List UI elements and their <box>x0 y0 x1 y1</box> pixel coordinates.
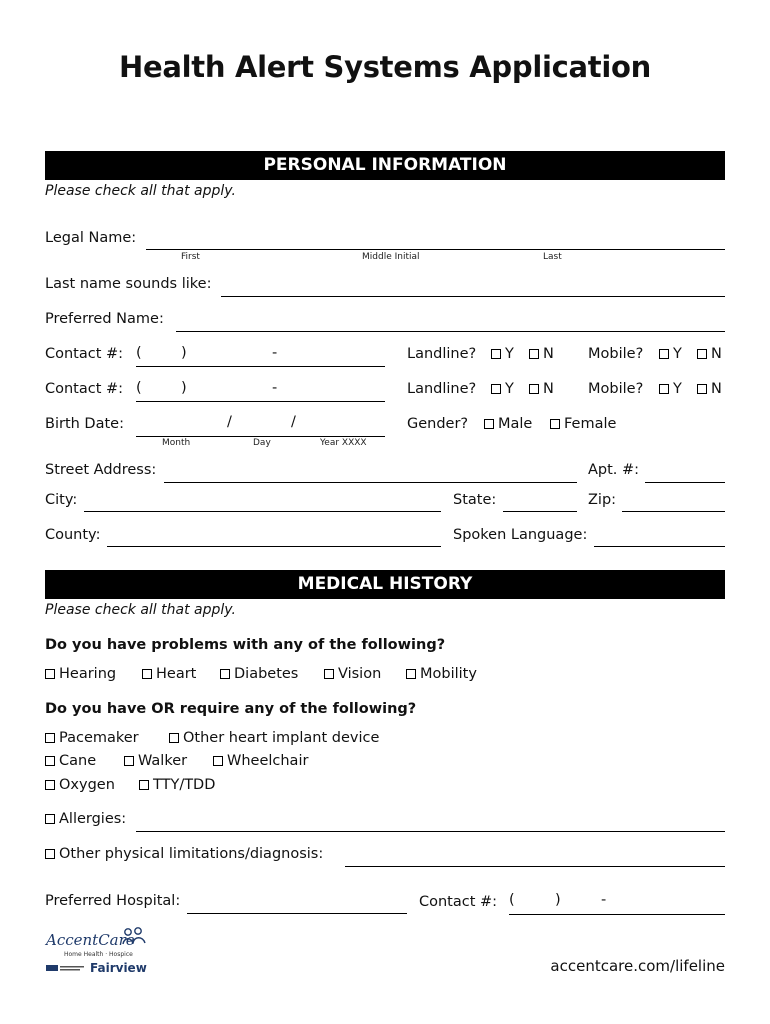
contact-2-close-paren: ) <box>181 380 187 396</box>
contact-1-label: Contact #: <box>45 346 124 362</box>
contact-1-mobile-yes-checkbox[interactable] <box>659 346 682 362</box>
contact-1-open-paren: ( <box>136 345 142 361</box>
problem-heart-checkbox[interactable] <box>142 666 196 682</box>
checkbox-label: Heart <box>156 666 197 682</box>
other-limitations-field[interactable] <box>345 866 725 867</box>
accentcare-tagline: Home Health · Hospice <box>64 951 133 958</box>
gender-label: Gender? <box>407 416 469 432</box>
sounds-like-field[interactable] <box>221 296 725 297</box>
checkbox-icon <box>324 669 334 679</box>
checkbox-label: Y <box>673 381 682 397</box>
day-caption: Day <box>253 438 271 448</box>
contact-2-landline-no-checkbox[interactable] <box>529 381 554 397</box>
checkbox-icon <box>45 780 55 790</box>
checkbox-label: Mobility <box>420 666 477 682</box>
contact-2-mobile-no-checkbox[interactable] <box>697 381 722 397</box>
section-header-personal: PERSONAL INFORMATION <box>45 151 725 180</box>
allergies-field[interactable] <box>136 831 725 832</box>
checkbox-icon <box>45 733 55 743</box>
checkbox-label: Cane <box>59 753 97 769</box>
hospital-contact-field[interactable] <box>509 914 725 915</box>
state-label: State: <box>453 492 497 508</box>
checkbox-label: N <box>543 346 554 362</box>
checkbox-icon <box>45 669 55 679</box>
checkbox-label: Pacemaker <box>59 730 139 746</box>
street-address-field[interactable] <box>164 482 577 483</box>
device-pacemaker-checkbox[interactable] <box>45 730 139 746</box>
checkbox-icon <box>406 669 416 679</box>
checkbox-label: Hearing <box>59 666 117 682</box>
contact-2-landline-yes-checkbox[interactable] <box>491 381 514 397</box>
birth-date-slash-2: / <box>291 414 296 430</box>
checkbox-icon <box>491 384 501 394</box>
zip-label: Zip: <box>588 492 617 508</box>
contact-2-field[interactable] <box>136 401 385 402</box>
checkbox-icon <box>139 780 149 790</box>
checkbox-icon <box>124 756 134 766</box>
preferred-name-label: Preferred Name: <box>45 311 164 327</box>
partner-seal-icon <box>46 962 86 974</box>
preferred-hospital-field[interactable] <box>187 913 407 914</box>
middle-initial-caption: Middle Initial <box>362 252 420 262</box>
gender-female-checkbox[interactable] <box>550 416 616 432</box>
checkbox-label: Y <box>673 346 682 362</box>
contact-2-open-paren: ( <box>136 380 142 396</box>
checkbox-icon <box>550 419 560 429</box>
checkbox-label: Vision <box>338 666 382 682</box>
contact-1-landline-yes-checkbox[interactable] <box>491 346 514 362</box>
checkbox-icon <box>45 756 55 766</box>
checkbox-icon <box>45 849 55 859</box>
page-title: Health Alert Systems Application <box>119 50 651 84</box>
city-label: City: <box>45 492 78 508</box>
spoken-language-label: Spoken Language: <box>453 527 588 543</box>
preferred-hospital-label: Preferred Hospital: <box>45 893 181 909</box>
accentcare-logo: AccentCare <box>46 931 135 949</box>
hospital-contact-open-paren: ( <box>509 892 515 908</box>
footer-url-link[interactable]: accentcare.com/lifeline <box>550 957 725 975</box>
checkbox-label: N <box>711 381 722 397</box>
device-oxygen-checkbox[interactable] <box>45 777 115 793</box>
medical-instruction: Please check all that apply. <box>45 602 236 618</box>
checkbox-label: N <box>711 346 722 362</box>
year-caption: Year XXXX <box>320 438 367 448</box>
contact-2-mobile-label: Mobile? <box>588 381 644 397</box>
checkbox-label: Male <box>498 416 533 432</box>
checkbox-icon <box>529 384 539 394</box>
fairview-logo: Fairview <box>90 961 147 975</box>
checkbox-label: Walker <box>138 753 188 769</box>
personal-instruction: Please check all that apply. <box>45 183 236 199</box>
checkbox-icon <box>484 419 494 429</box>
devices-question: Do you have OR require any of the following? <box>45 701 417 717</box>
checkbox-label: Y <box>505 381 514 397</box>
birth-date-field[interactable] <box>136 436 385 437</box>
contact-1-mobile-no-checkbox[interactable] <box>697 346 722 362</box>
checkbox-label: N <box>543 381 554 397</box>
problem-vision-checkbox[interactable] <box>324 666 381 682</box>
contact-1-close-paren: ) <box>181 345 187 361</box>
checkbox-label: Allergies: <box>59 811 127 827</box>
contact-1-dash: - <box>272 345 278 361</box>
hospital-contact-close-paren: ) <box>555 892 561 908</box>
allergies-checkbox[interactable] <box>45 811 126 827</box>
contact-1-landline-label: Landline? <box>407 346 477 362</box>
people-logo-icon <box>121 927 147 947</box>
birth-date-slash-1: / <box>227 414 232 430</box>
contact-2-mobile-yes-checkbox[interactable] <box>659 381 682 397</box>
checkbox-icon <box>142 669 152 679</box>
checkbox-icon <box>697 384 707 394</box>
legal-name-label: Legal Name: <box>45 230 137 246</box>
checkbox-icon <box>659 349 669 359</box>
problem-mobility-checkbox[interactable] <box>406 666 477 682</box>
checkbox-icon <box>491 349 501 359</box>
checkbox-label: Diabetes <box>234 666 299 682</box>
problem-hearing-checkbox[interactable] <box>45 666 116 682</box>
contact-1-mobile-label: Mobile? <box>588 346 644 362</box>
device-tty-checkbox[interactable] <box>139 777 215 793</box>
last-name-caption: Last <box>543 252 562 262</box>
checkbox-label: Y <box>505 346 514 362</box>
device-cane-checkbox[interactable] <box>45 753 96 769</box>
zip-field[interactable] <box>622 511 725 512</box>
checkbox-icon <box>697 349 707 359</box>
apt-label: Apt. #: <box>588 462 640 478</box>
checkbox-label: Oxygen <box>59 777 115 793</box>
section-header-medical: MEDICAL HISTORY <box>45 570 725 599</box>
preferred-name-field[interactable] <box>176 331 725 332</box>
device-wheelchair-checkbox[interactable] <box>213 753 308 769</box>
checkbox-label: Other heart implant device <box>183 730 380 746</box>
other-limitations-checkbox[interactable] <box>45 846 323 862</box>
month-caption: Month <box>162 438 191 448</box>
checkbox-icon <box>45 814 55 824</box>
checkbox-label: Other physical limitations/diagnosis: <box>59 846 324 862</box>
device-walker-checkbox[interactable] <box>124 753 187 769</box>
gender-male-checkbox[interactable] <box>484 416 532 432</box>
checkbox-label: TTY/TDD <box>153 777 216 793</box>
hospital-contact-dash: - <box>601 892 607 908</box>
legal-name-field[interactable] <box>146 249 725 250</box>
city-field[interactable] <box>84 511 441 512</box>
device-heart-implant-checkbox[interactable] <box>169 730 379 746</box>
contact-2-landline-label: Landline? <box>407 381 477 397</box>
first-name-caption: First <box>181 252 200 262</box>
sounds-like-label: Last name sounds like: <box>45 276 212 292</box>
contact-1-landline-no-checkbox[interactable] <box>529 346 554 362</box>
problems-question: Do you have problems with any of the following? <box>45 637 446 653</box>
checkbox-label: Wheelchair <box>227 753 309 769</box>
checkbox-icon <box>169 733 179 743</box>
county-field[interactable] <box>107 546 441 547</box>
state-field[interactable] <box>503 511 577 512</box>
apt-field[interactable] <box>645 482 725 483</box>
spoken-language-field[interactable] <box>594 546 725 547</box>
checkbox-label: Female <box>564 416 617 432</box>
contact-1-field[interactable] <box>136 366 385 367</box>
checkbox-icon <box>529 349 539 359</box>
checkbox-icon <box>659 384 669 394</box>
checkbox-icon <box>213 756 223 766</box>
problem-diabetes-checkbox[interactable] <box>220 666 298 682</box>
contact-2-label: Contact #: <box>45 381 124 397</box>
hospital-contact-label: Contact #: <box>419 894 498 910</box>
birth-date-label: Birth Date: <box>45 416 124 432</box>
contact-2-dash: - <box>272 380 278 396</box>
street-address-label: Street Address: <box>45 462 157 478</box>
checkbox-icon <box>220 669 230 679</box>
county-label: County: <box>45 527 101 543</box>
